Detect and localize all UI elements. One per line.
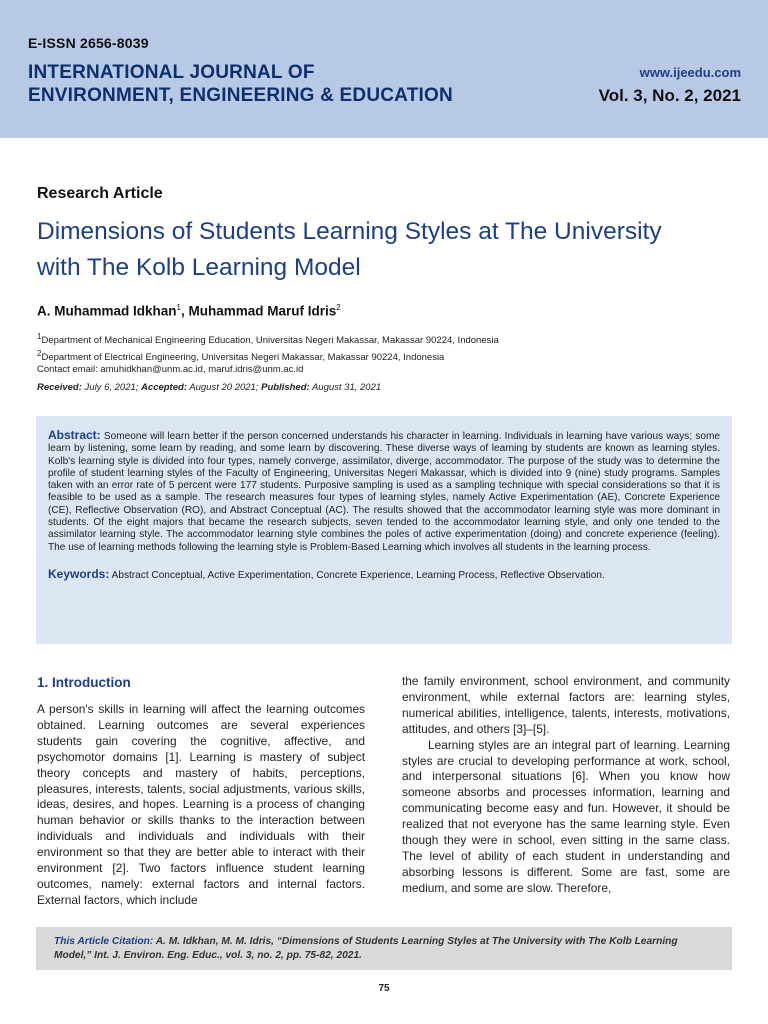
right-column [402,674,730,897]
received-date: July 6, 2021; [81,382,142,393]
author-affiliation-mark: 1 [176,303,181,312]
article-type: Research Article [37,185,163,202]
affiliation-mark: 1 [37,332,42,341]
page-number: 75 [378,983,390,994]
keywords [48,567,720,581]
received-label: Received: [37,382,82,393]
published-label: Published: [261,382,310,393]
published-date: August 31, 2021 [309,382,382,393]
affiliations [37,331,499,377]
author-affiliation-mark: 2 [336,303,341,312]
abstract-box [36,416,732,644]
affiliation-text: Department of Electrical Engineering, Universitas Negeri Makassar, Makassar 90224, Indonesia [41,351,445,363]
affiliation-mark: 2 [37,348,42,358]
abstract-text: Someone will learn better if the person concerned understands his character in learning. Individuals in learning have various ways; some learn by listening, some learn by reading, and some learn by discovering. These diverse ways of learning by students are known as learning styles. Kolb's learning style is divided into four types, namely converge, assimilator, diverge, accommodator. The purpose of the study was to determine the profile of student learning styles of the Faculty of Engineering, Universitas Negeri Makassar, which is divided into 9 (nine) study programs. Samples taken with an error rate of 5 percent were 177 students. Purposive sampling is used as a sampling technique with special considerations so that it is feasible to be used as a sample. The research measures four types of learning styles, namely Active Experimentation (AE), Concrete Experience (CE), Reflective Observation (RO), and Abstract Conceptual (AC). The results showed that the accommodator learning style was more dominant in students. Of the eight majors that became the research subjects, seven tended to the accommodator learning style, and only one tended to the assimilator learning style. The accommodator learning style combines the poles of active experimentation (doing) and concrete experience (feeling). The use of learning methods following the learning style is Problem-Based Learning which involves all students in the learning process. [48,431,720,553]
author-list [37,303,341,319]
journal-header [0,0,768,138]
citation-text: A. M. Idkhan, M. M. Idris, “Dimensions of Students Learning Styles at The University with The Kolb Learning Model,” Int. J. Environ. Eng. Educ., vol. 3, no. 2, pp. 75-82, 2021. [54,936,678,961]
article-title-line-1: Dimensions of Students Learning Styles at The University [37,218,662,245]
accepted-date: August 20 2021; [186,382,262,393]
section-heading-introduction: 1. Introduction [37,675,131,690]
affiliation-line [37,348,499,365]
publication-dates [37,382,381,393]
affiliation-line [37,331,499,348]
keywords-text: Abstract Conceptual, Active Experimentation, Concrete Experience, Learning Process, Reflective Observation. [111,569,605,581]
author-name: A. Muhammad Idkhan [37,303,177,319]
abstract-heading: Abstract: [48,428,101,442]
abstract [48,429,720,554]
issn: E-ISSN 2656-8039 [28,35,149,51]
article-title-line-2: with The Kolb Learning Model [37,254,361,281]
journal-website-link[interactable]: www.ijeedu.com [639,65,741,80]
journal-name-line-2: ENVIRONMENT, ENGINEERING & EDUCATION [28,85,453,106]
author-name: Muhammad Maruf Idris [188,303,337,319]
contact-email: Contact email: amuhidkhan@unm.ac.id, maruf.idris@unm.ac.id [37,364,304,376]
journal-name [28,61,453,107]
citation-heading: This Article Citation: [54,936,154,947]
citation-box [36,927,732,970]
journal-name-line-1: INTERNATIONAL JOURNAL OF [28,62,315,83]
keywords-heading: Keywords: [48,566,110,581]
body-paragraph: A person's skills in learning will affect the learning outcomes obtained. Learning outcomes are several experiences students gain covering the cognitive, affective, and psychomotor domains [1]. Learning is mastery of subject theory concepts and mastery of habits, perceptions, pleasures, interests, talents, social adjustments, various skills, ideas, desires, and hopes. Learning is a process of changing human behavior or skills thanks to the interaction between individuals and individuals and individuals with their environment so that they are better able to interact with their environment [2]. Two factors influence student learning outcomes, namely: external factors and internal factors. External factors, which include [37,702,365,907]
body-paragraph: the family environment, school environment, and community environment, while external factors are: learning styles, numerical abilities, intelligence, talents, interests, motivations, attitudes, and others [3]–[5]. [402,674,730,736]
article-title [37,214,737,286]
volume-info: Vol. 3, No. 2, 2021 [598,86,741,105]
body-paragraph: Learning styles are an integral part of learning. Learning styles are crucial to developing performance at work, school, and interpersonal situations [6]. When you know how someone absorbs and processes information, learning and communicating become easy and fun. However, it should be realized that not everyone has the same learning style. Even though they were in school, even sitting in the same class. The level of ability of each student in understanding and absorbing lessons is different. Some are fast, some are medium, and some are slow. Therefore, [402,737,730,895]
affiliation-text: Department of Mechanical Engineering Education, Universitas Negeri Makassar, Makassar 90224, Indonesia [41,335,499,347]
author-separator: , [180,303,189,319]
left-column [37,702,365,909]
accepted-label: Accepted: [141,382,187,393]
